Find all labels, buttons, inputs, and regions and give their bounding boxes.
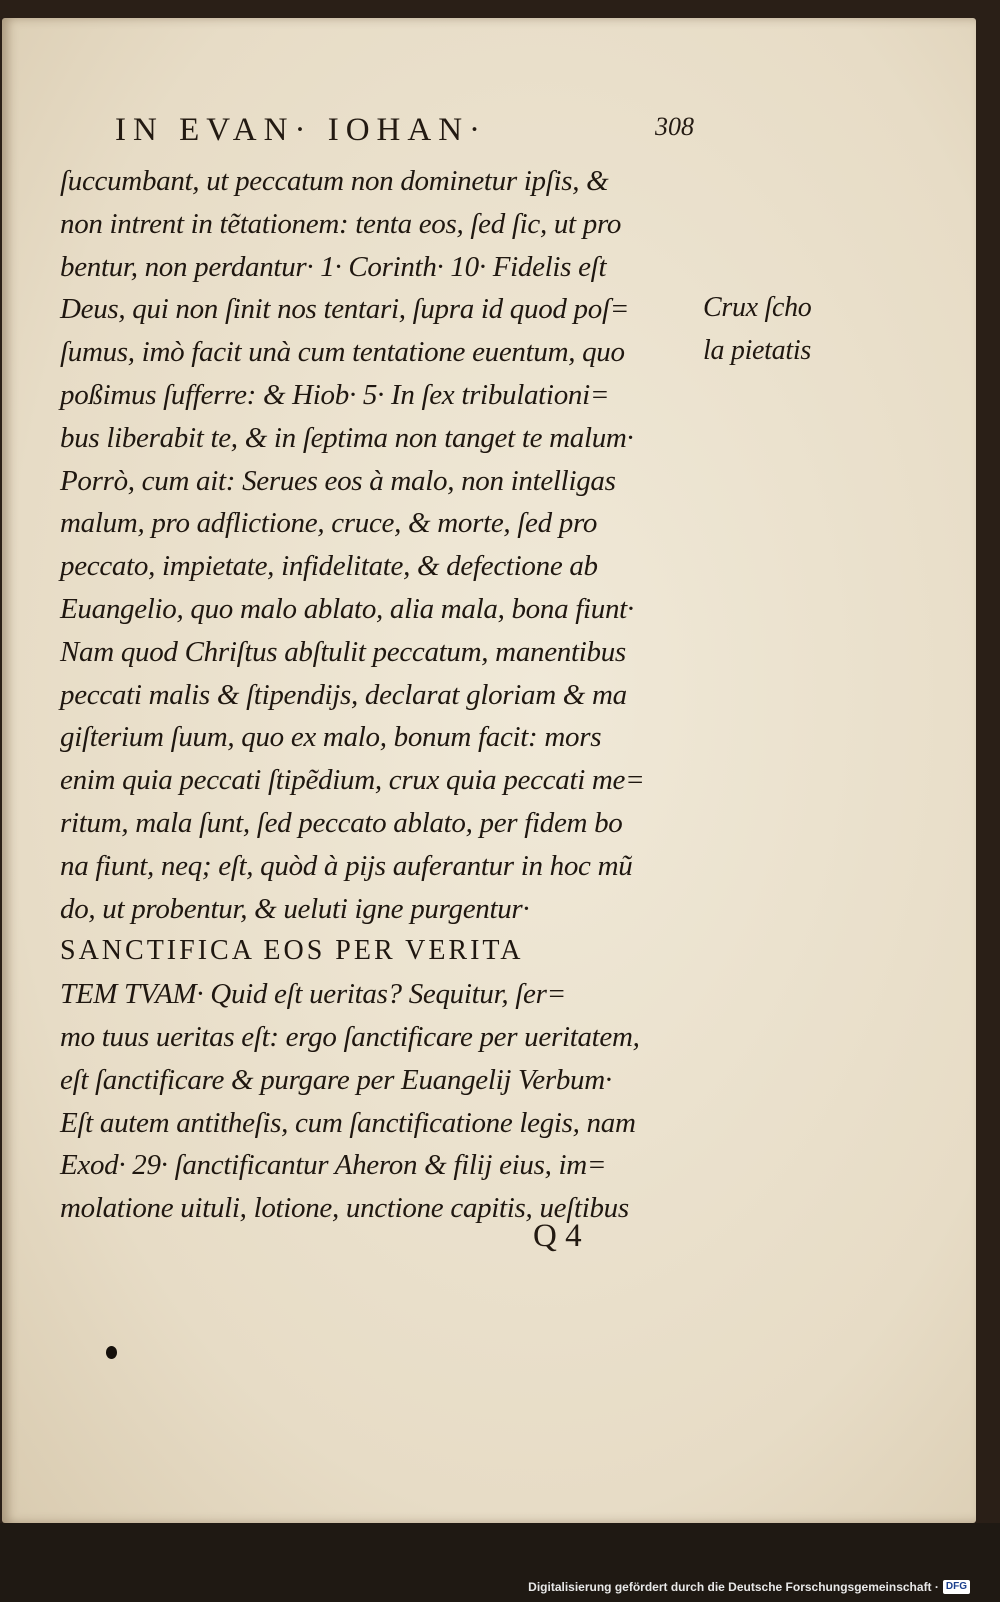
- text-line: peccato, impietate, infidelitate, & defectione ab: [60, 550, 598, 583]
- text-line: Exod· 29· ſanctificantur Aheron & filij eius, im=: [60, 1149, 607, 1182]
- text-line: na fiunt, neq; eſt, quòd à pijs auferantur in hoc mũ: [60, 849, 633, 882]
- text-line: bentur, non perdantur· 1· Corinth· 10· Fidelis eſt: [60, 250, 607, 283]
- page-number: 308: [655, 112, 694, 141]
- text-line: Deus, qui non ſinit nos tentari, ſupra id quod poſ=: [60, 293, 629, 326]
- body-text: [60, 160, 710, 1230]
- text-line: do, ut probentur, & ueluti igne purgentur·: [60, 892, 530, 925]
- text-line: Nam quod Chriſtus abſtulit peccatum, manentibus: [60, 635, 626, 668]
- dfg-logo-icon: DFG: [943, 1580, 970, 1594]
- text-line: TEM TVAM· Quid eſt ueritas? Sequitur, ſer=: [60, 978, 566, 1011]
- text-line: mo tuus ueritas eſt: ergo ſanctificare per ueritatem,: [60, 1020, 640, 1053]
- text-line: peccati malis & ſtipendijs, declarat gloriam & ma: [60, 678, 627, 711]
- footer-text: Digitalisierung gefördert durch die Deutsche Forschungsgemeinschaft ·: [528, 1580, 939, 1594]
- signature-mark: Q 4: [533, 1218, 582, 1254]
- text-line: Porrò, cum ait: Serues eos à malo, non intelligas: [60, 464, 616, 497]
- text-line: eſt ſanctificare & purgare per Euangelij Verbum·: [60, 1063, 612, 1096]
- text-line: non intrent in tẽtationem: tenta eos, ſed ſic, ut pro: [60, 207, 622, 240]
- running-title: IN EVAN· IOHAN·: [115, 112, 488, 148]
- text-line: molatione uituli, lotione, unctione capitis, ueſtibus: [60, 1192, 629, 1225]
- text-line: ſuccumbant, ut peccatum non dominetur ipſis, &: [60, 165, 609, 197]
- ink-spot: [106, 1346, 117, 1359]
- text-line: Eſt autem antitheſis, cum ſanctificatione legis, nam: [60, 1106, 636, 1139]
- text-line: ritum, mala ſunt, ſed peccato ablato, per fidem bo: [60, 806, 623, 839]
- text-line: poßimus ſufferre: & Hiob· 5· In ſex tribulationi=: [60, 378, 610, 411]
- text-line: malum, pro adflictione, cruce, & morte, ſed pro: [60, 507, 598, 540]
- margin-note-line: la pietatis: [703, 334, 811, 366]
- footer-credit: [528, 1580, 970, 1594]
- text-line: Euangelio, quo malo ablato, alia mala, bona fiunt·: [60, 592, 634, 625]
- margin-note: [703, 287, 833, 373]
- text-line-caps: SANCTIFICA EOS PER VERITA: [60, 935, 524, 967]
- text-line: giſterium ſuum, quo ex malo, bonum facit: mors: [60, 721, 602, 754]
- margin-note-line: Crux ſcho: [703, 292, 812, 323]
- text-line: enim quia peccati ſtipẽdium, crux quia peccati me=: [60, 764, 645, 797]
- text-line: bus liberabit te, & in ſeptima non tanget te malum·: [60, 421, 634, 454]
- text-line: ſumus, imò facit unà cum tentatione euentum, quo: [60, 336, 625, 369]
